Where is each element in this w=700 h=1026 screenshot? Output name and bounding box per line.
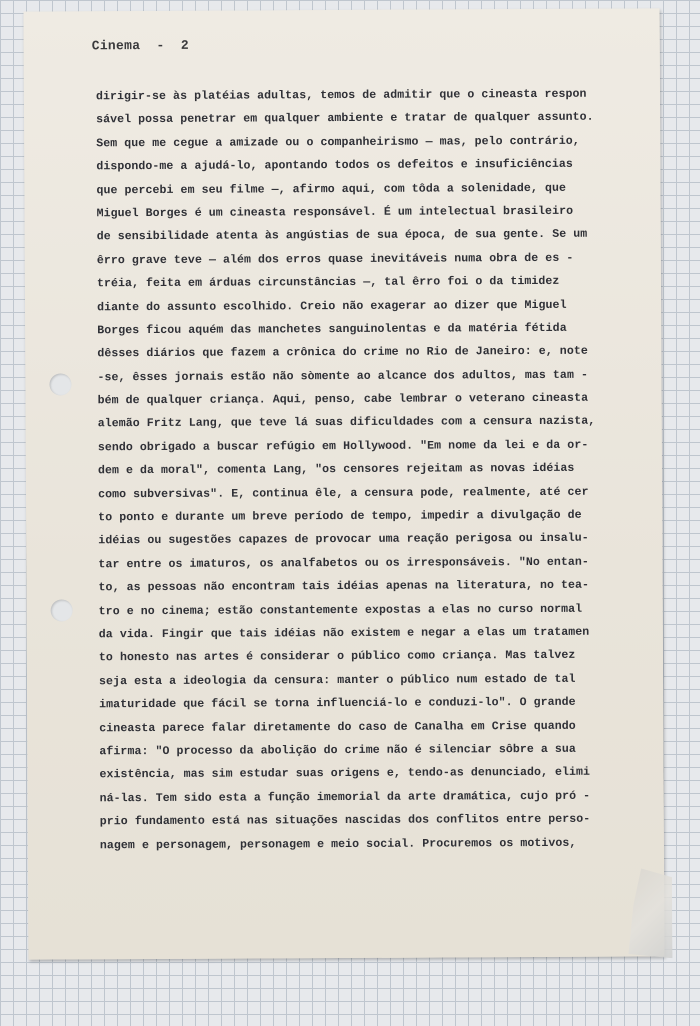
text-line: to honesto nas artes é considerar o público como criança. Mas talvez	[98, 649, 576, 665]
typewritten-page	[24, 8, 665, 959]
text-line: de sensibilidade atenta às angústias de sua época, de sua gente. Se um	[96, 228, 588, 244]
text-line: afirma: "O processo da abolição do crime não é silenciar sôbre a sua	[99, 742, 576, 759]
text-line: dêsses diários que fazem a crônica do crime no Rio de Janeiro: e, note	[97, 345, 588, 361]
punch-hole	[49, 373, 71, 395]
text-line: Miguel Borges é um cineasta responsável. É um intelectual brasileiro	[96, 204, 574, 221]
text-line: como subversivas". E, continua êle, a censura pode, realmente, até cer	[98, 485, 589, 501]
text-line: imaturidade que fácil se torna influenciá-lo e conduzi-lo". O grande	[99, 695, 576, 712]
text-line: cineasta parece falar diretamente do caso de Canalha em Crise quando	[99, 719, 576, 735]
text-line: tréia, feita em árduas circunstâncias —, tal êrro foi o da timidez	[96, 274, 560, 291]
text-line: idéias ou sugestões capazes de provocar uma reação perigosa ou insalu-	[98, 532, 589, 548]
text-line: dispondo-me a ajudá-lo, apontando todos os defeitos e insuficiências	[96, 157, 573, 174]
text-line: ná-las. Tem sido esta a função imemorial da arte dramática, cujo pró -	[99, 789, 591, 806]
text-line: dem e da moral", comenta Lang, "os censores rejeitam as novas idéias	[97, 462, 575, 478]
text-line: existência, mas sim estudar suas origens e, tendo-as denunciado, elimi	[99, 766, 591, 782]
text-line: prio fundamento está nas situações nascidas dos conflitos entre perso-	[99, 812, 591, 829]
text-line: -se, êsses jornais estão não sòmente ao alcance dos adultos, mas tam -	[97, 368, 588, 384]
text-line: bém de qualquer criança. Aqui, penso, cabe lembrar o veterano cineasta	[97, 391, 589, 408]
text-line: sendo obrigado a buscar refúgio em Hollywood. "Em nome da lei e da or-	[97, 438, 589, 455]
page-header: Cinema - 2	[91, 37, 189, 54]
text-line: seja esta a ideologia da censura: manter o público num estado de tal	[98, 672, 576, 689]
text-line: que percebi em seu filme —, afirmo aqui, com tôda a solenidade, que	[96, 181, 566, 197]
text-line: alemão Fritz Lang, que teve lá suas dificuldades com a censura nazista,	[97, 415, 596, 431]
text-line: diante do assunto escolhido. Creio não exagerar ao dizer que Miguel	[97, 298, 567, 314]
text-line: da vida. Fingir que tais idéias não existem e negar a elas um tratamen	[98, 625, 590, 642]
punch-hole	[51, 599, 73, 621]
text-line: Sem que me cegue a amizade ou o companheirismo — mas, pelo contrário,	[96, 134, 580, 151]
text-line: nagem e personagem, personagem e meio social. Procuremos os motivos,	[99, 836, 577, 852]
text-line: dirigir-se às platéias adultas, temos de admitir que o cineasta respon	[95, 87, 587, 104]
text-line: to, as pessoas não encontram tais idéias apenas na literatura, no tea-	[98, 578, 590, 595]
text-line: Borges ficou aquém das manchetes sanguinolentas e da matéria fétida	[97, 321, 567, 338]
text-line: tro e no cinema; estão constantemente expostas a elas no curso normal	[98, 602, 583, 618]
text-line: tar entre os imaturos, os analfabetos ou os irresponsáveis. "No entan-	[98, 555, 589, 572]
torn-corner	[628, 868, 672, 958]
text-line: sável possa penetrar em qualquer ambiente e tratar de qualquer assunto.	[96, 111, 594, 127]
text-line: êrro grave teve — além dos erros quase inevitáveis numa obra de es -	[96, 251, 574, 268]
body-text	[96, 82, 650, 857]
text-line: to ponto e durante um breve período de tempo, impedir a divulgação de	[98, 508, 582, 525]
